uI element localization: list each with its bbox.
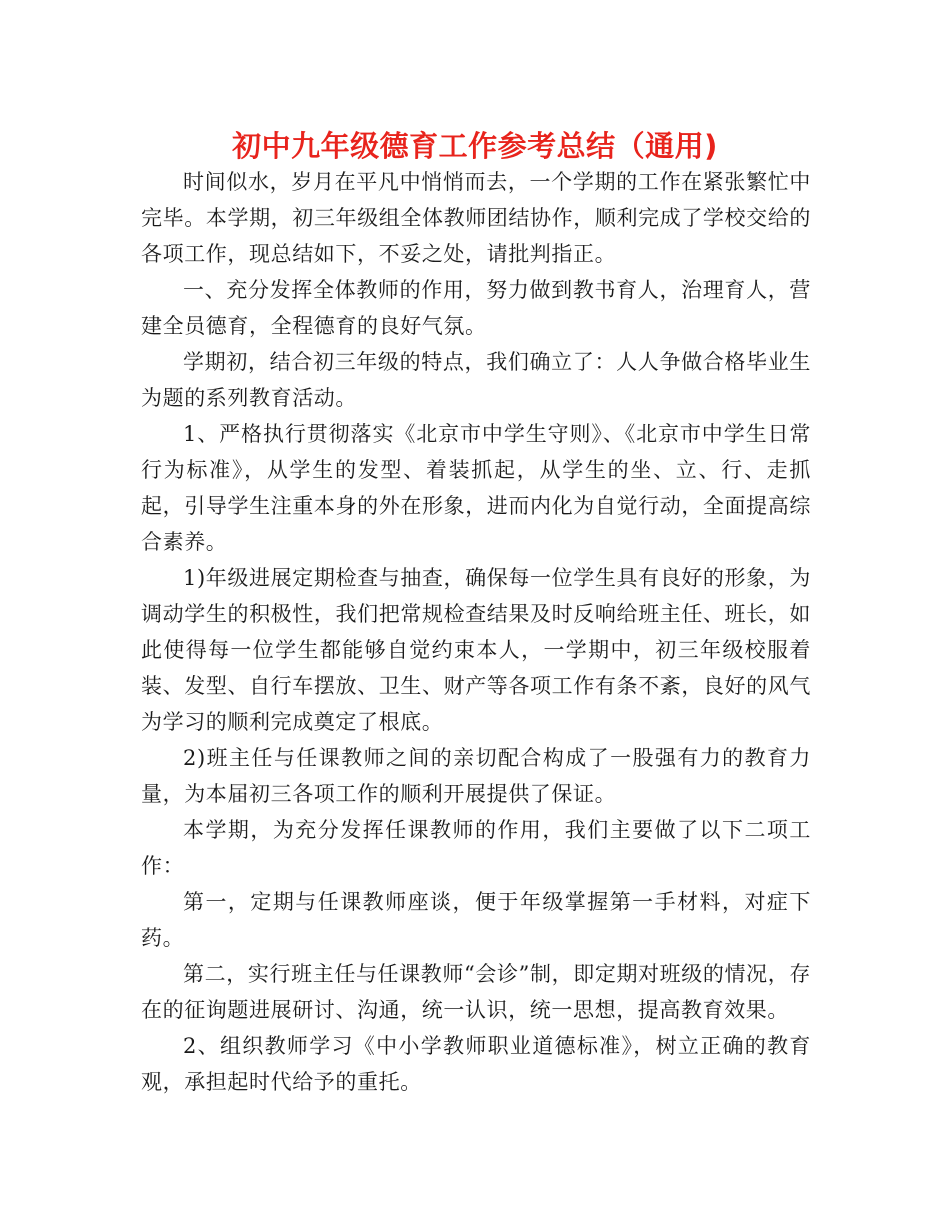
document-title: 初中九年级德育工作参考总结（通用)	[232, 129, 718, 163]
paragraph-section-1-heading: 一、充分发挥全体教师的作用，努力做到教书育人，治理育人，营建全员德育，全程德育的良好气氛。	[141, 278, 811, 338]
paragraph-subitem-2: 2)班主任与任课教师之间的亲切配合构成了一股强有力的教育力量，为本届初三各项工作的顺利开展提供了保证。	[141, 746, 811, 806]
paragraph-two-tasks: 本学期，为充分发挥任课教师的作用，我们主要做了以下二项工作：	[141, 818, 811, 878]
paragraph-semester-start: 学期初，结合初三年级的特点，我们确立了：人人争做合格毕业生为题的系列教育活动。	[141, 350, 811, 410]
paragraph-subitem-1: 1)年级进展定期检查与抽查，确保每一位学生具有良好的形象，为调动学生的积极性，我们把常规检查结果及时反响给班主任、班长，如此使得每一位学生都能够自觉约束本人，一学期中，初三年级校服着装、发型、自行车摆放、卫生、财产等各项工作有条不紊，良好的风气为学习的顺利完成奠定了根底。	[141, 566, 811, 734]
document-body	[141, 164, 811, 1100]
paragraph-item-1: 1、严格执行贯彻落实《北京市中学生守则》、《北京市中学生日常行为标准》，从学生的发型、着装抓起，从学生的坐、立、行、走抓起，引导学生注重本身的外在形象，进而内化为自觉行动，全面提高综合素养。	[141, 422, 811, 554]
paragraph-second-task: 第二，实行班主任与任课教师“会诊”制，即定期对班级的情况，存在的征询题进展研讨、沟通，统一认识，统一思想，提高教育效果。	[141, 962, 811, 1022]
paragraph-first-task: 第一，定期与任课教师座谈，便于年级掌握第一手材料，对症下药。	[141, 890, 811, 950]
paragraph-intro: 时间似水，岁月在平凡中悄悄而去，一个学期的工作在紧张繁忙中完毕。本学期，初三年级组全体教师团结协作，顺利完成了学校交给的各项工作，现总结如下，不妥之处，请批判指正。	[141, 170, 811, 266]
paragraph-item-2: 2、组织教师学习《中小学教师职业道德标准》，树立正确的教育观，承担起时代给予的重托。	[141, 1034, 811, 1094]
